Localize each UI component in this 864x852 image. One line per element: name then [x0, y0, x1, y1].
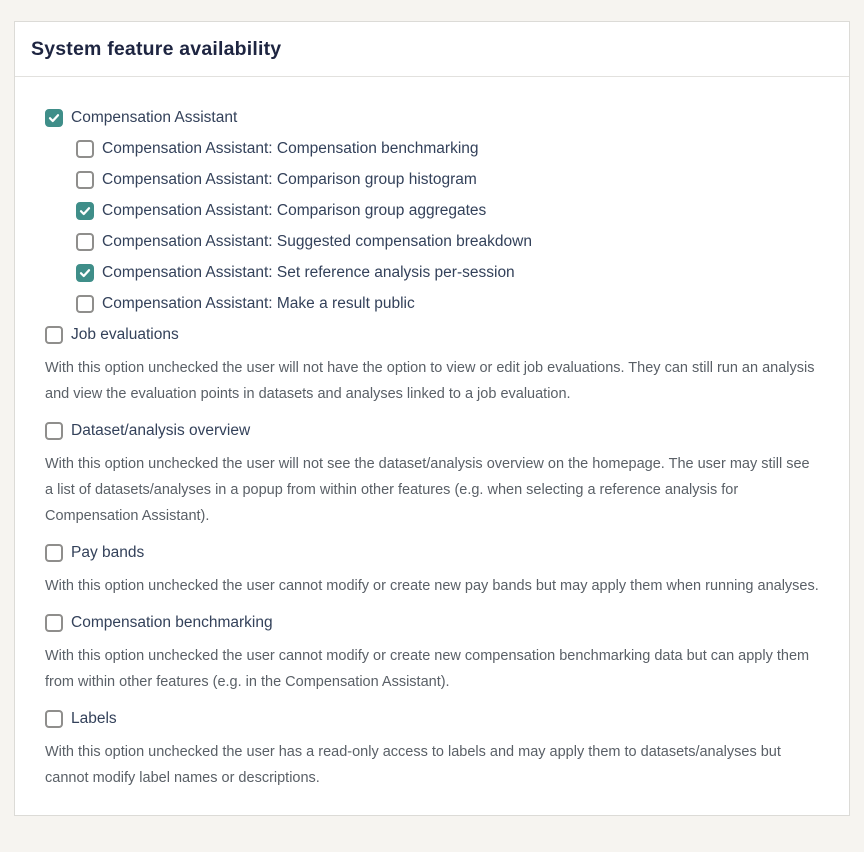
feature-row-compensation-assistant	[45, 107, 819, 129]
feature-row-ca-suggested-compensation-breakdown	[76, 231, 819, 253]
checkbox-ca-comparison-group-aggregates[interactable]	[76, 202, 94, 220]
checkbox-ca-make-a-result-public[interactable]	[76, 295, 94, 313]
feature-description-dataset-analysis-overview: With this option unchecked the user will not see the dataset/analysis overview on the homepage. The user may still see a list of datasets/analyses in a popup from within other features (e.g. when selecting a reference analysis for Compensation Assistant).	[45, 456, 810, 524]
checkbox-ca-set-reference-analysis-per-session[interactable]	[76, 264, 94, 282]
checkbox-dataset-analysis-overview[interactable]	[45, 422, 63, 440]
feature-row-ca-comparison-group-histogram	[76, 169, 819, 191]
checkbox-ca-comparison-group-histogram[interactable]	[76, 171, 94, 189]
system-feature-availability-panel	[14, 21, 850, 816]
checkmark-icon	[79, 205, 91, 217]
checkbox-pay-bands[interactable]	[45, 544, 63, 562]
feature-label-job-evaluations[interactable]: Job evaluations	[71, 326, 179, 343]
feature-row-ca-set-reference-analysis-per-session	[76, 262, 819, 284]
feature-label-compensation-benchmarking[interactable]: Compensation benchmarking	[71, 614, 273, 631]
feature-row-job-evaluations	[45, 324, 819, 346]
checkbox-compensation-benchmarking[interactable]	[45, 614, 63, 632]
feature-label-ca-make-a-result-public[interactable]: Compensation Assistant: Make a result public	[102, 295, 415, 312]
feature-description-pay-bands: With this option unchecked the user cannot modify or create new pay bands but may apply them when running analyses.	[45, 578, 819, 594]
feature-list	[15, 77, 849, 852]
feature-label-ca-comparison-group-histogram[interactable]: Compensation Assistant: Comparison group histogram	[102, 171, 477, 188]
feature-label-ca-comparison-group-aggregates[interactable]: Compensation Assistant: Comparison group aggregates	[102, 202, 487, 219]
checkbox-ca-compensation-benchmarking[interactable]	[76, 140, 94, 158]
panel-header	[15, 22, 849, 77]
checkmark-icon	[79, 267, 91, 279]
feature-row-pay-bands	[45, 542, 819, 564]
feature-row-ca-compensation-benchmarking	[76, 138, 819, 160]
feature-label-ca-set-reference-analysis-per-session[interactable]: Compensation Assistant: Set reference analysis per-session	[102, 264, 515, 281]
checkmark-icon	[48, 112, 60, 124]
checkbox-ca-suggested-compensation-breakdown[interactable]	[76, 233, 94, 251]
feature-label-dataset-analysis-overview[interactable]: Dataset/analysis overview	[71, 422, 251, 439]
checkbox-labels[interactable]	[45, 710, 63, 728]
feature-label-ca-compensation-benchmarking[interactable]: Compensation Assistant: Compensation benchmarking	[102, 140, 479, 157]
feature-row-ca-make-a-result-public	[76, 293, 819, 315]
feature-row-labels	[45, 708, 819, 730]
feature-row-ca-comparison-group-aggregates	[76, 200, 819, 222]
feature-label-pay-bands[interactable]: Pay bands	[71, 544, 145, 561]
feature-label-compensation-assistant[interactable]: Compensation Assistant	[71, 109, 238, 126]
feature-description-compensation-benchmarking: With this option unchecked the user cannot modify or create new compensation benchmarking data but can apply them from within other features (e.g. in the Compensation Assistant).	[45, 648, 810, 690]
feature-label-ca-suggested-compensation-breakdown[interactable]: Compensation Assistant: Suggested compensation breakdown	[102, 233, 532, 250]
panel-title: System feature availability	[31, 38, 282, 60]
checkbox-job-evaluations[interactable]	[45, 326, 63, 344]
feature-description-job-evaluations: With this option unchecked the user will not have the option to view or edit job evaluations. They can still run an analysis and view the evaluation points in datasets and analyses linked to a job evaluation.	[45, 360, 815, 402]
feature-label-labels[interactable]: Labels	[71, 710, 117, 727]
feature-row-compensation-benchmarking	[45, 612, 819, 634]
checkbox-compensation-assistant[interactable]	[45, 109, 63, 127]
feature-row-dataset-analysis-overview	[45, 420, 819, 442]
feature-description-labels: With this option unchecked the user has a read-only access to labels and may apply them to datasets/analyses but cannot modify label names or descriptions.	[45, 744, 781, 786]
